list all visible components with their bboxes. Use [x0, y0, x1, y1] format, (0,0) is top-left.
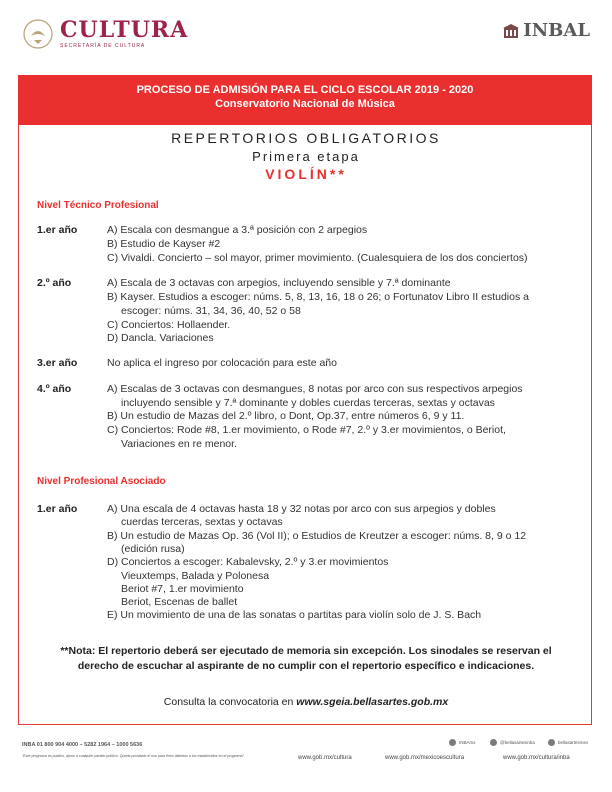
list-item: Vieuxtemps, Balada y Polonesa [121, 570, 270, 582]
facebook-icon [449, 739, 456, 746]
note-line1: **Nota: El repertorio deberá ser ejecutado de memoria sin excepción. Los sinodales se reservan el [60, 645, 552, 657]
title-banner [18, 75, 592, 125]
year-label: 4.º año [37, 383, 72, 395]
consulta-line [0, 696, 612, 708]
list-item: B) Un estudio de Mazas Op. 36 (Vol II); o Estudios de Kreutzer a escoger: núms. 8, 9 o 12 [107, 530, 527, 542]
consulta-prefix: Consulta la convocatoria en [163, 696, 297, 708]
list-item: D) Conciertos a escoger: Kabalevsky, 2.º y 3.er movimientos [107, 556, 389, 568]
footer-disclaimer: "Este programa es público, ajeno a cualquier partido político. Queda prohibido el uso para fines distintos a los establecidos en el programa" [22, 754, 244, 758]
banner-line1: PROCESO DE ADMISIÓN PARA EL CICLO ESCOLAR 2019 - 2020 [136, 84, 474, 96]
consulta-link[interactable]: www.sgeia.bellasartes.gob.mx [296, 696, 449, 708]
building-icon [503, 23, 519, 39]
social-instagram-label: bellasartesmex [558, 740, 589, 745]
list-item: A) Escalas de 3 octavas con desmangues, 8 notas por arco con sus respectivos arpegios [107, 383, 523, 395]
list-item: incluyendo sensible y 7.ª dominante y dobles cuerdas terceras, sextas y octavas [121, 397, 495, 409]
list-item: C) Conciertos: Rode #8, 1.er movimiento, o Rode #7, 2.º y 3.er movimientos, o Beriot, [107, 424, 506, 436]
section-heading-asociado: Nivel Profesional Asociado [37, 476, 166, 487]
cultura-subtitle: SECRETARÍA DE CULTURA [60, 43, 146, 49]
list-item: C) Conciertos: Hollaender. [107, 319, 231, 331]
list-item: Beriot, Escenas de ballet [121, 596, 238, 608]
list-item: (edición rusa) [121, 543, 185, 555]
year-label: 2.º año [37, 277, 72, 289]
list-item: C) Vivaldi. Concierto – sol mayor, primer movimiento. (Cualesquiera de los dos conciertos) [107, 252, 528, 264]
social-twitter[interactable] [490, 739, 535, 746]
title-etapa: Primera etapa [252, 149, 360, 164]
social-twitter-label: @bellasartesinba [500, 740, 535, 745]
list-item: Beriot #7, 1.er movimiento [121, 583, 244, 595]
list-item: B) Estudio de Kayser #2 [107, 238, 221, 250]
cultura-title: CULTURA [60, 17, 189, 43]
note-line2: derecho de escuchar al aspirante de no cumplir con el repertorio específico e indicaciones. [77, 660, 535, 672]
footer-phone: INBA 01 800 904 4000 – 5282 1964 – 1000 5636 [22, 742, 143, 748]
year-label: 3.er año [37, 357, 78, 369]
list-item: A) Escala de 3 octavas con arpegios, incluyendo sensible y 7.ª dominante [107, 277, 451, 289]
list-item: B) Kayser. Estudios a escoger: núms. 5, 8, 13, 16, 18 o 26; o Fortunatov Libro II estudios a [107, 291, 529, 303]
list-item: A) Una escala de 4 octavas hasta 18 y 32 notas por arco con sus arpegios y dobles [107, 503, 496, 515]
inbal-logo [503, 22, 590, 40]
list-item: D) Dancla. Variaciones [107, 332, 214, 344]
eagle-seal-icon [22, 18, 54, 50]
year-label: 1.er año [37, 224, 78, 236]
title-instrument: VIOLÍN** [265, 166, 347, 182]
twitter-icon [490, 739, 497, 746]
list-item: escoger: núms. 31, 34, 36, 40, 52 o 58 [121, 305, 301, 317]
list-item: Variaciones en re menor. [121, 438, 237, 450]
list-item: B) Un estudio de Mazas del 2.º libro, o Dont, Op.37, entre números 6, 9 y 11. [107, 410, 465, 422]
instagram-icon [548, 739, 555, 746]
social-facebook-label: INBAmx [459, 740, 476, 745]
year-label: 1.er año [37, 503, 78, 515]
list-item: A) Escala con desmangue a 3.ª posición con 2 arpegios [107, 224, 368, 236]
cultura-logo [22, 18, 188, 50]
banner-line2: Conservatorio Nacional de Música [215, 98, 395, 110]
social-instagram[interactable] [548, 739, 588, 746]
list-item: E) Un movimiento de una de las sonatas o partitas para violín solo de J. S. Bach [107, 609, 482, 621]
title-repertorios: REPERTORIOS OBLIGATORIOS [171, 130, 441, 146]
inbal-title: INBAL [523, 20, 590, 41]
social-facebook[interactable] [449, 739, 476, 746]
section-heading-tecnico: Nivel Técnico Profesional [37, 200, 159, 211]
footer-link-mexicoescultura[interactable]: www.gob.mx/mexicoescultura [385, 755, 465, 761]
footer-link-inba[interactable]: www.gob.mx/cultura/inba [503, 755, 570, 761]
list-item: cuerdas terceras, sextas y octavas [121, 516, 283, 528]
list-item: No aplica el ingreso por colocación para este año [107, 357, 337, 369]
footer-link-cultura[interactable]: www.gob.mx/cultura [298, 755, 352, 761]
